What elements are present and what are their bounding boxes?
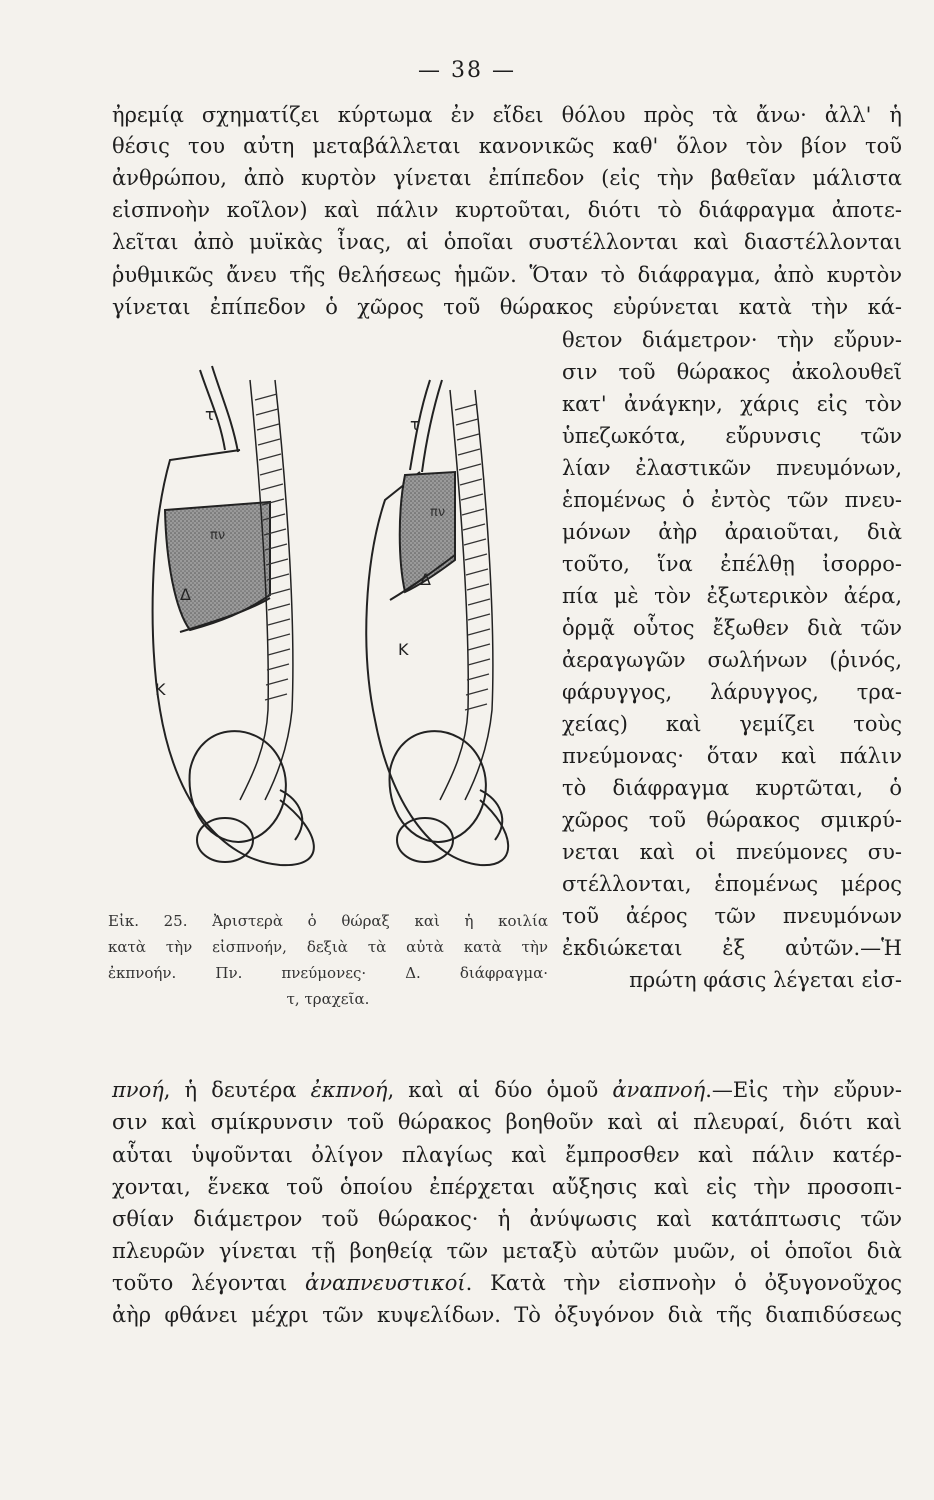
emphasis: ἀναπνευστικοί [305, 1271, 466, 1295]
caption-line: Εἰκ. 25. Ἀριστερὰ ὁ θώραξ καὶ ἡ κοιλία [108, 912, 548, 930]
caption-line: τ, τραχεῖα. [286, 990, 370, 1008]
column-line: ὑπεζωκότα, εὔρυνσις τῶν [562, 424, 902, 448]
figure-caption [108, 908, 548, 1012]
column-line: ἑπομένως ὁ ἐντὸς τῶν πνευ- [562, 488, 902, 512]
left-torso [153, 366, 314, 865]
text-line: πλευρῶν γίνεται τῇ βοηθείᾳ τῶν μεταξὺ αὐτῶν μυῶν, οἱ ὁποῖοι διὰ [112, 1239, 902, 1263]
text-line [112, 1268, 902, 1299]
text-line: θέσις του αὐτη μεταβάλλεται κανονικῶς καθ' ὅλον τὸν βίον τοῦ [112, 134, 902, 158]
caption-line: ἐκπνοήν. Πν. πνεύμονες· Δ. διάφραγμα· [108, 964, 548, 982]
column-line: λίαν ἐλαστικῶν πνευμόνων, [562, 456, 902, 480]
text-line: χονται, ἕνεκα τοῦ ὁποίου ἐπέρχεται αὔξησις καὶ εἰς τὴν προσοπι- [112, 1175, 902, 1199]
text-line: αὗται ὑψοῦνται ὀλίγον πλαγίως καὶ ἔμπροσθεν καὶ πάλιν κατέρ- [112, 1143, 902, 1167]
emphasis: ἐκπνοή [310, 1078, 388, 1102]
column-line: πρώτη φάσις λέγεται εἰσ- [629, 968, 902, 992]
page-number: — 38 — [418, 58, 516, 83]
text-line: σιν καὶ σμίκρυνσιν τοῦ θώρακος βοηθοῦν καὶ αἱ πλευραί, διότι καὶ [112, 1110, 902, 1134]
caption-line: κατὰ τὴν εἰσπνοήν, δεξιὰ τὰ αὐτὰ κατὰ τὴν [108, 938, 548, 956]
column-line: πία μὲ τὸν ἐξωτερικὸν ἀέρα, [562, 584, 902, 608]
thorax-drawing [130, 360, 550, 900]
text-run: , καὶ αἱ δύο ὁμοῦ [387, 1078, 613, 1102]
text-line: ῥυθμικῶς ἄνευ τῆς θελήσεως ἡμῶν. Ὅταν τὸ διάφραγμα, ἀπὸ κυρτὸν [112, 263, 902, 287]
right-ribs [455, 404, 490, 710]
text-run: .—Εἰς τὴν εὔρυν- [705, 1078, 902, 1102]
text-line: σθίαν διάμετρον τοῦ θώρακος· ἡ ἀνύψωσις καὶ κατάπτωσις τῶν [112, 1207, 902, 1231]
column-line: ὁρμᾷ οὗτος ἔξωθεν διὰ τῶν [562, 616, 902, 640]
column-line: θετον διάμετρον· τὴν εὔρυν- [562, 328, 902, 352]
column-line: ἀεραγωγῶν σωλήνων (ῥινός, [562, 648, 902, 672]
column-line: πνεύμονας· ὅταν καὶ πάλιν [562, 744, 902, 768]
label-trachea-left: τ [205, 405, 215, 424]
text-line: ἀνθρώπου, ἀπὸ κυρτὸν γίνεται ἐπίπεδον (εἰς τὴν βαθεῖαν μάλιστα [112, 166, 902, 190]
column-line: χείας) καὶ γεμίζει τοὺς [562, 712, 902, 736]
column-line: νεται καὶ οἱ πνεύμονες συ- [562, 840, 902, 864]
column-line: ἐκδιώκεται ἐξ αὐτῶν.—Ἡ [562, 936, 902, 960]
column-line: τὸ διάφραγμα κυρτῶται, ὁ [562, 776, 902, 800]
text-line: λεῖται ἀπὸ μυϊκὰς ἶνας, αἱ ὁποῖαι συστέλλονται καὶ διαστέλλονται [112, 230, 902, 254]
column-line: μόνων ἀὴρ ἀραιοῦται, διὰ [562, 520, 902, 544]
column-line: τοῦ ἀέρος τῶν πνευμόνων [562, 904, 902, 928]
column-line: στέλλονται, ἑπομένως μέρος [562, 872, 902, 896]
label-lungs-right: πν [430, 505, 446, 520]
label-diaphragm-right: Δ [420, 570, 431, 589]
column-line: σιν τοῦ θώρακος ἀκολουθεῖ [562, 360, 902, 384]
column-line: τοῦτο, ἵνα ἐπέλθῃ ἰσορρο- [562, 552, 902, 576]
emphasis: ἀναπνοή [612, 1078, 706, 1102]
label-trachea-right: τ [410, 415, 420, 434]
label-abdomen-right: Κ [398, 640, 409, 659]
anatomy-figure [130, 360, 550, 900]
column-line: κατ' ἀνάγκην, χάρις εἰς τὸν [562, 392, 902, 416]
text-line: εἰσπνοὴν κοῖλον) καὶ πάλιν κυρτοῦται, διότι τὸ διάφραγμα ἀποτε- [112, 198, 902, 222]
text-line: ἠρεμίᾳ σχηματίζει κύρτωμα ἐν εἴδει θόλου πρὸς τὰ ἄνω· ἀλλ' ἡ [112, 103, 902, 127]
emphasis: πνοή [112, 1078, 164, 1102]
text-run: τοῦτο λέγονται [112, 1271, 306, 1295]
text-line: γίνεται ἐπίπεδον ὁ χῶρος τοῦ θώρακος εὐρύνεται κατὰ τὴν κά- [112, 295, 902, 319]
label-diaphragm-left: Δ [180, 585, 191, 604]
label-abdomen-left: Κ [155, 680, 166, 699]
column-line: φάρυγγος, λάρυγγος, τρα- [562, 680, 902, 704]
text-run: , ἡ δευτέρα [163, 1078, 311, 1102]
right-torso [366, 380, 508, 865]
text-line [112, 1075, 902, 1106]
column-line: χῶρος τοῦ θώρακος σμικρύ- [562, 808, 902, 832]
label-lungs-left: πν [210, 528, 226, 543]
text-line: ἀὴρ φθάνει μέχρι τῶν κυψελίδων. Τὸ ὀξυγόνον διὰ τῆς διαπιδύσεως [112, 1303, 902, 1327]
text-run: . Κατὰ τὴν εἰσπνοὴν ὁ ὀξυγονοῦχος [465, 1271, 902, 1295]
